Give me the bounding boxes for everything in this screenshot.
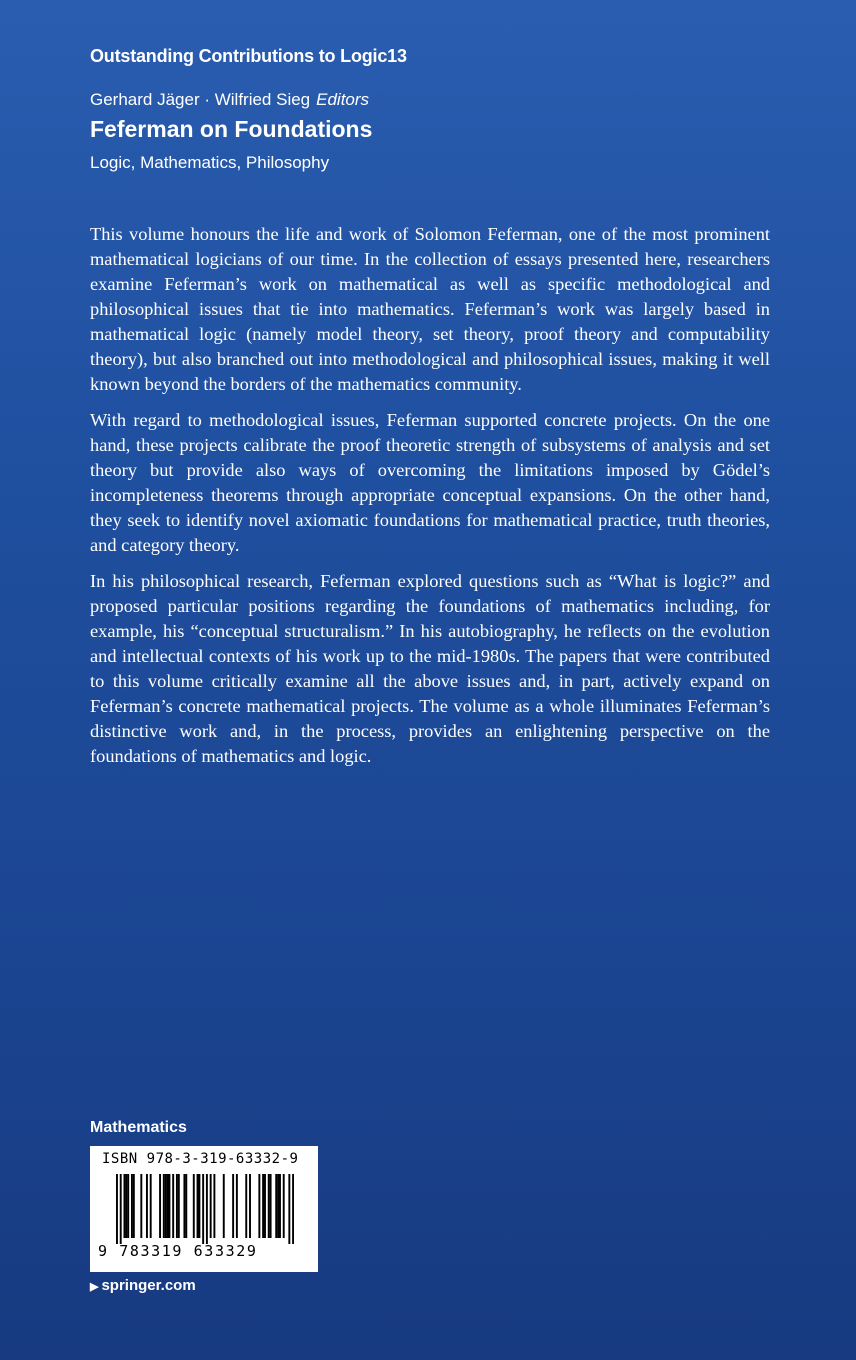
barcode-bar [178, 1174, 180, 1238]
series-name: Outstanding Contributions to Logic [90, 46, 388, 66]
blurb-paragraph: This volume honours the life and work of Solomon Feferman, one of the most prominent mathematical logicians of our time. In the collection of essays presented here, researchers examine Feferman’s work on mathematical as well as specific methodological and philosophical issues that tie into mathematics. Feferman’s work was largely based in mathematical logic (namely model theory, set theory, proof theory and computability theory), but also branched out into methodological and philosophical issues, making it well known beyond the borders of the mathematics community. [90, 224, 770, 394]
barcode-bar [210, 1174, 212, 1238]
editors-role: Editors [316, 90, 370, 109]
barcode-bar [163, 1174, 165, 1238]
barcode-bar [140, 1174, 142, 1238]
barcode-bar [270, 1174, 272, 1238]
barcode-bar [275, 1174, 277, 1238]
barcode-bar [268, 1174, 270, 1238]
barcode-bar [258, 1174, 260, 1238]
barcode-bar [133, 1174, 135, 1238]
barcode-bar [167, 1174, 169, 1238]
blurb-paragraph: With regard to methodological issues, Feferman supported concrete projects. On the one hand, these projects calibrate the proof theoretic strength of subsystems of analysis and set theory but provide also ways of overcoming the limitations imposed by Gödel’s incompleteness theorems through appropriate conceptual expansions. On the other hand, they seek to identify novel axiomatic foundations for mathematical practice, truth theories, and category theory. [90, 410, 770, 555]
barcode-bar [277, 1174, 279, 1238]
editors-line [90, 90, 369, 110]
barcode-bar [223, 1174, 225, 1238]
barcode-bar [146, 1174, 148, 1238]
website-text: springer.com [101, 1277, 196, 1294]
subject-category: Mathematics [90, 1119, 187, 1136]
barcode-bar [116, 1174, 118, 1244]
blurb-paragraph: In his philosophical research, Feferman explored questions such as “What is logic?” and proposed particular positions regarding the foundations of mathematics including, for example, his “conceptual structuralism.” In his autobiography, he reflects on the evolution and intellectual contexts of his work up to the mid-1980s. The papers that were contributed to this volume critically examine all the above issues and, in part, actively expand on Feferman’s concrete mathematical projects. The volume as a whole illuminates Feferman’s distinctive work and, in the process, provides an enlightening perspective on the foundations of mathematics and logic. [90, 571, 770, 766]
barcode-bar [125, 1174, 127, 1238]
barcode-bar [159, 1174, 161, 1238]
publisher-website[interactable] [90, 1277, 196, 1294]
barcode-bar [172, 1174, 174, 1238]
book-title: Feferman on Foundations [90, 116, 373, 142]
barcode-bar [264, 1174, 266, 1238]
barcode-bar [123, 1174, 125, 1238]
editor-names: Gerhard Jäger · Wilfried Sieg [90, 90, 311, 109]
barcode-bar [183, 1174, 185, 1238]
barcode-bar [127, 1174, 129, 1238]
barcode-bar [120, 1174, 122, 1244]
book-subtitle: Logic, Mathematics, Philosophy [90, 153, 330, 172]
barcode-bar [197, 1174, 199, 1238]
barcode-bar [202, 1174, 204, 1244]
barcode-bar [283, 1174, 285, 1238]
barcode-bar [292, 1174, 294, 1244]
barcode-bar [213, 1174, 215, 1238]
barcode-bar [150, 1174, 152, 1238]
barcode-bar [249, 1174, 251, 1238]
barcode-digits: 9 783319 633329 [98, 1242, 258, 1260]
series-number: 13 [387, 46, 407, 66]
blurb [90, 222, 770, 780]
barcode-bar [185, 1174, 187, 1238]
barcode-bar [206, 1174, 208, 1244]
barcode-bar [165, 1174, 167, 1238]
barcode-bar [245, 1174, 247, 1238]
barcode-bars [116, 1174, 294, 1244]
barcode-bar [193, 1174, 195, 1238]
isbn-label: ISBN 978-3-319-63332-9 [102, 1151, 299, 1167]
isbn-barcode [90, 1146, 318, 1272]
series-header [90, 46, 407, 67]
play-arrow-icon: ▶ [90, 1281, 99, 1293]
barcode-bar [288, 1174, 290, 1244]
barcode-bar [131, 1174, 133, 1238]
barcode-bar [236, 1174, 238, 1238]
barcode-bar [198, 1174, 200, 1238]
barcode-bar [279, 1174, 281, 1238]
barcode-bar [176, 1174, 178, 1238]
barcode-bar [168, 1174, 170, 1238]
barcode-bar [262, 1174, 264, 1238]
barcode-bar [232, 1174, 234, 1238]
